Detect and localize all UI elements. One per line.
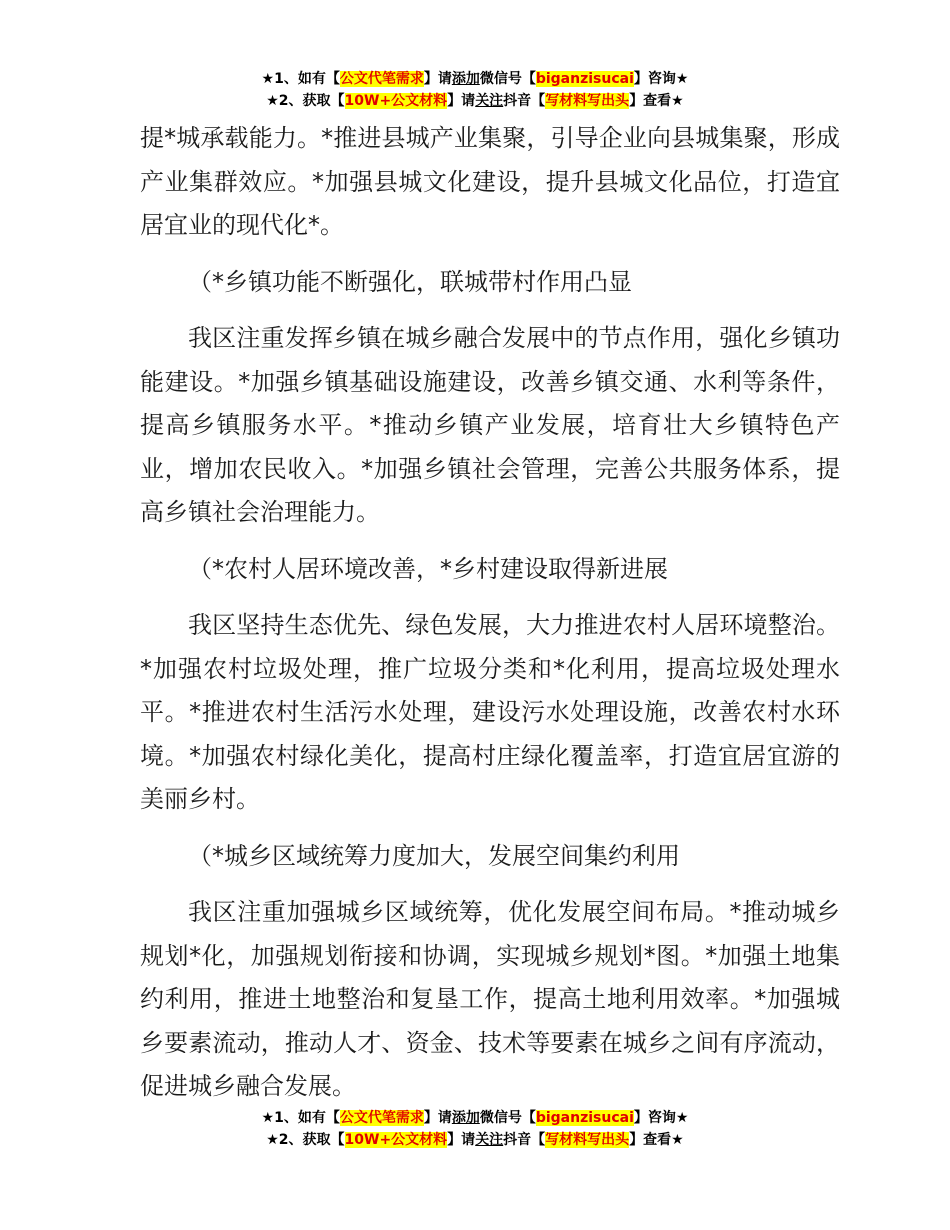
body-paragraph: 我区坚持生态优先、绿色发展，大力推进农村人居环境整治。*加强农村垃圾处理，推广垃圾分类和*化利用，提高垃圾处理水平。*推进农村生活污水处理，建设污水处理设施，改善农村水环境。*加强农村绿化美化，提高村庄绿化覆盖率，打造宜居宜游的美丽乡村。 (140, 611, 840, 813)
banner-underlined-text: 关注 (475, 93, 504, 109)
section-heading: （*乡镇功能不断强化，联城带村作用凸显 (188, 267, 632, 296)
body-paragraph: 提*城承载能力。*推进县城产业集聚，引导企业向县城集聚，形成产业集群效应。*加强县城文化建设，提升县城文化品位，打造宜居宜业的现代化*。 (140, 124, 840, 239)
banner-text: 】请 (423, 1110, 452, 1126)
body-paragraph: 我区注重发挥乡镇在城乡融合发展中的节点作用，强化乡镇功能建设。*加强乡镇基础设施建设，改善乡镇交通、水利等条件，提高乡镇服务水平。*推动乡镇产业发展，培育壮大乡镇特色产业，增加农民收入。*加强乡镇社会管理，完善公共服务体系，提高乡镇社会治理能力。 (140, 324, 840, 526)
banner-text: 抖音【 (503, 1132, 546, 1148)
banner-line-2 (0, 1129, 950, 1151)
banner-line-1 (0, 68, 950, 90)
banner-highlight: 写材料写出头 (545, 1132, 630, 1148)
banner-text: 】请 (447, 1132, 476, 1148)
banner-text: 】请 (423, 71, 452, 87)
banner-underlined-text: 添加 (451, 71, 480, 87)
banner-line-1 (0, 1107, 950, 1129)
banner-highlight: 写材料写出头 (545, 93, 630, 109)
banner-line-2 (0, 90, 950, 112)
banner-text: ★2、获取【 (266, 1132, 345, 1148)
banner-highlight: biganzisucai (535, 1110, 634, 1126)
banner-text: ★1、如有【 (261, 1110, 340, 1126)
banner-text: 】咨询★ (633, 71, 689, 87)
banner-highlight: biganzisucai (535, 71, 634, 87)
banner-underlined-text: 关注 (475, 1132, 504, 1148)
banner-underlined-text: 添加 (451, 1110, 480, 1126)
banner-text: 】查看★ (629, 1132, 684, 1148)
section-heading: （*城乡区域统筹力度加大，发展空间集约利用 (188, 841, 680, 870)
banner-text: 】查看★ (629, 93, 684, 109)
document-body (140, 117, 840, 1109)
banner-text: 】咨询★ (633, 1110, 689, 1126)
banner-highlight: 公文代笔需求 (339, 1110, 424, 1126)
banner-text: 微信号【 (479, 71, 536, 87)
banner-text: 微信号【 (479, 1110, 536, 1126)
banner-text: ★2、获取【 (266, 93, 345, 109)
banner-highlight: 10W+公文材料 (344, 1132, 448, 1148)
banner-text: 】请 (447, 93, 476, 109)
banner-highlight: 公文代笔需求 (339, 71, 424, 87)
section-heading: （*农村人居环境改善，*乡村建设取得新进展 (188, 554, 668, 583)
banner-text: 抖音【 (503, 93, 546, 109)
banner-highlight: 10W+公文材料 (344, 93, 448, 109)
body-paragraph: 我区注重加强城乡区域统筹，优化发展空间布局。*推动城乡规划*化，加强规划衔接和协调，实现城乡规划*图。*加强土地集约利用，推进土地整治和复垦工作，提高土地利用效率。*加强城乡要素流动，推动人才、资金、技术等要素在城乡之间有序流动，促进城乡融合发展。 (140, 898, 840, 1100)
footer-banner (0, 1107, 950, 1151)
banner-text: ★1、如有【 (261, 71, 340, 87)
header-banner (0, 68, 950, 112)
